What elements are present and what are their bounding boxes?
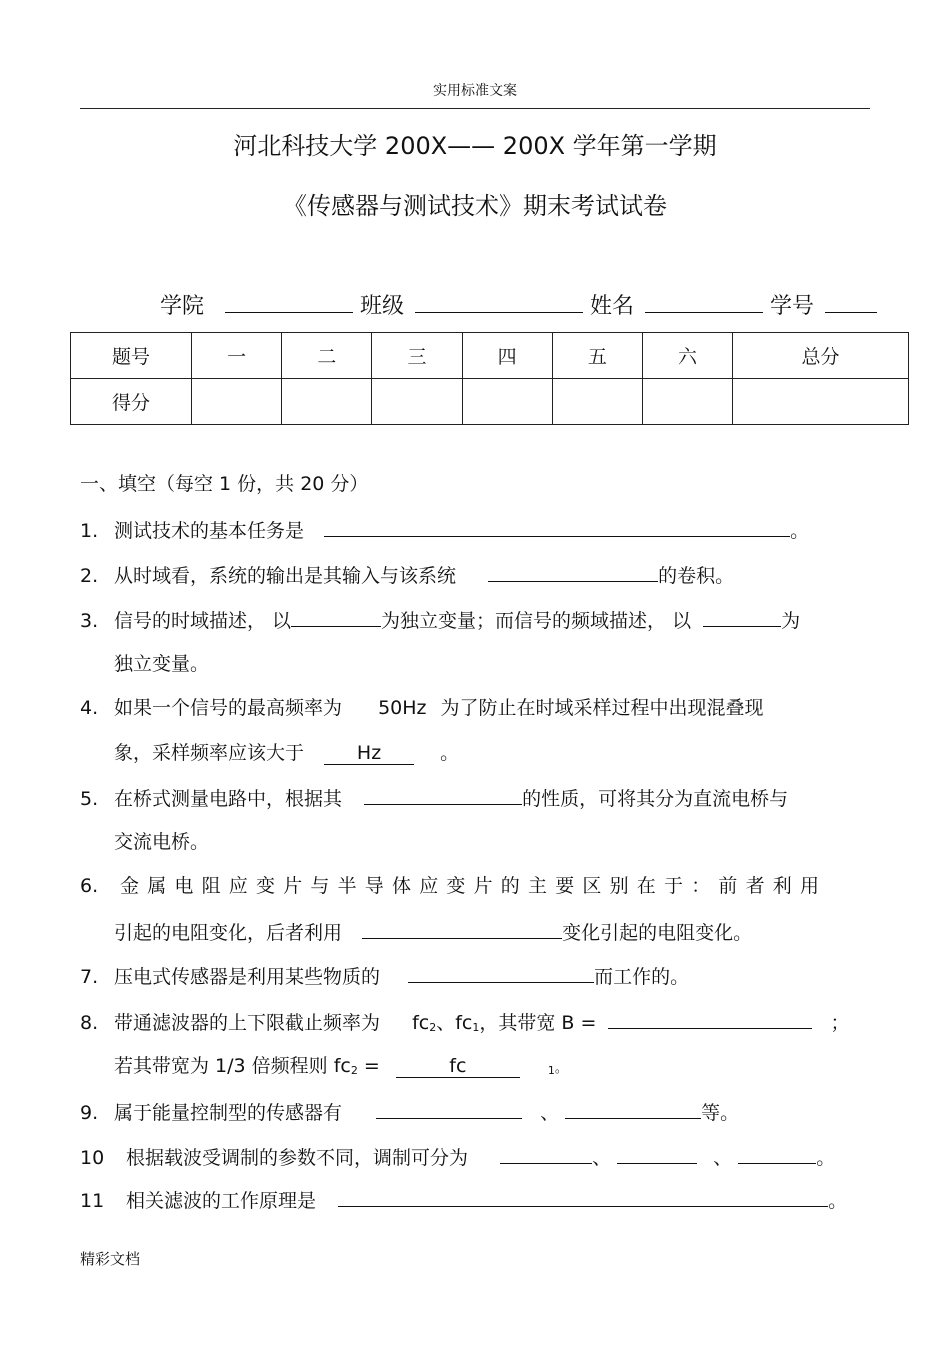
question-6-continued bbox=[114, 916, 752, 945]
question-text: 象，采样频率应该大于 bbox=[114, 742, 305, 764]
question-8-continued bbox=[114, 1051, 568, 1078]
question-text: ，其带宽 B = bbox=[479, 1011, 597, 1034]
question-end: 。 bbox=[816, 1146, 836, 1169]
question-number: 9. bbox=[80, 1101, 99, 1124]
score-table-header-row bbox=[71, 333, 909, 379]
question-text: 若其带宽为 1/3 倍频程则 fc bbox=[114, 1055, 351, 1077]
answer-blank bbox=[565, 1096, 701, 1119]
question-text: 在桥式测量电路中，根据其 bbox=[114, 787, 343, 810]
score-cell bbox=[372, 379, 462, 425]
question-number: 10 bbox=[80, 1146, 105, 1169]
answer-blank bbox=[362, 916, 562, 939]
question-text: 根据载波受调制的参数不同，调制可分为 bbox=[126, 1146, 469, 1169]
question-6 bbox=[80, 871, 827, 898]
question-text: 的性质，可将其分为直流电桥与 bbox=[522, 787, 789, 810]
question-end: 的卷积。 bbox=[658, 564, 735, 587]
question-text: 信号的时域描述， 以 bbox=[114, 609, 292, 632]
question-8 bbox=[80, 1006, 850, 1035]
answer-blank bbox=[738, 1141, 816, 1164]
question-3 bbox=[80, 604, 800, 633]
answer-blank bbox=[376, 1096, 522, 1119]
college-blank bbox=[225, 288, 353, 313]
question-text: 压电式传感器是利用某些物质的 bbox=[114, 965, 381, 988]
score-header-cell: 三 bbox=[372, 333, 462, 379]
exam-title-line1: 河北科技大学 200X—— 200X 学年第一学期 bbox=[233, 132, 717, 160]
question-text: 为了防止在时域采样过程中出现混叠现 bbox=[440, 697, 764, 719]
score-cell bbox=[192, 379, 282, 425]
answer-blank-bandwidth bbox=[608, 1006, 812, 1029]
name-label: 姓名 bbox=[590, 294, 635, 320]
answer-blank bbox=[324, 514, 790, 537]
question-4-continued bbox=[114, 738, 459, 765]
class-blank bbox=[415, 288, 583, 313]
question-end: ； bbox=[830, 1011, 850, 1034]
question-5 bbox=[80, 782, 788, 811]
answer-blank bbox=[338, 1184, 828, 1207]
question-number: 3. bbox=[80, 609, 99, 632]
id-blank bbox=[825, 288, 877, 313]
question-3-continued: 独立变量。 bbox=[114, 653, 210, 675]
question-9 bbox=[80, 1096, 739, 1125]
class-label: 班级 bbox=[360, 294, 405, 320]
page-footer: 精彩文档 bbox=[80, 1250, 141, 1268]
answer-blank bbox=[488, 559, 658, 582]
question-number: 5. bbox=[80, 787, 99, 810]
question-text: 测试技术的基本任务是 bbox=[114, 519, 305, 542]
question-number: 2. bbox=[80, 564, 99, 587]
frequency-value: 50Hz bbox=[378, 697, 427, 719]
section-heading: 一、填空（每空 1 份，共 20 分） bbox=[80, 473, 369, 495]
score-header-cell: 题号 bbox=[71, 333, 192, 379]
question-5-continued: 交流电桥。 bbox=[114, 831, 210, 853]
fc-symbol: fc bbox=[449, 1055, 467, 1077]
answer-blank bbox=[291, 604, 381, 627]
exam-title-line2: 《传感器与测试技术》期末考试试卷 bbox=[283, 192, 667, 220]
score-header-cell: 五 bbox=[552, 333, 642, 379]
score-cell bbox=[552, 379, 642, 425]
name-blank bbox=[645, 288, 763, 313]
answer-blank bbox=[703, 604, 781, 627]
header-rule bbox=[80, 108, 870, 109]
separator: 、 bbox=[713, 1146, 733, 1169]
question-number: 11 bbox=[80, 1189, 105, 1212]
score-cell bbox=[282, 379, 372, 425]
question-2 bbox=[80, 559, 734, 588]
id-label: 学号 bbox=[770, 294, 815, 320]
question-number: 7. bbox=[80, 965, 99, 988]
question-number: 6. bbox=[80, 875, 99, 897]
answer-blank-hz bbox=[324, 742, 414, 765]
score-header-cell: 四 bbox=[462, 333, 552, 379]
question-text: 变化引起的电阻变化。 bbox=[562, 921, 753, 944]
fc-symbol: fc bbox=[412, 1011, 430, 1034]
question-number: 4. bbox=[80, 697, 99, 719]
question-end: 等。 bbox=[701, 1101, 740, 1124]
question-end: 。 bbox=[554, 1061, 568, 1076]
answer-blank-fc bbox=[396, 1055, 520, 1078]
fc-symbol: fc bbox=[455, 1011, 473, 1034]
running-header: 实用标准文案 bbox=[433, 83, 517, 99]
question-10 bbox=[80, 1141, 835, 1170]
answer-blank bbox=[408, 960, 594, 983]
separator: 、 bbox=[436, 1011, 456, 1034]
question-text: 属于能量控制型的传感器有 bbox=[114, 1101, 343, 1124]
score-table-score-row bbox=[71, 379, 909, 425]
question-text: 从时域看，系统的输出是其输入与该系统 bbox=[114, 564, 457, 587]
question-text: 引起的电阻变化，后者利用 bbox=[114, 921, 343, 944]
question-7 bbox=[80, 960, 689, 989]
question-end: 。 bbox=[440, 742, 460, 764]
subscript: 1 bbox=[472, 1020, 480, 1034]
subscript: 1 bbox=[547, 1064, 555, 1077]
college-label: 学院 bbox=[160, 294, 205, 320]
question-11 bbox=[80, 1184, 847, 1213]
separator: 、 bbox=[592, 1146, 612, 1169]
question-text: 带通滤波器的上下限截止频率为 bbox=[114, 1011, 381, 1034]
score-cell bbox=[462, 379, 552, 425]
score-table bbox=[70, 332, 909, 425]
question-text: 如果一个信号的最高频率为 bbox=[114, 697, 343, 719]
question-end: 。 bbox=[828, 1189, 848, 1212]
question-number: 8. bbox=[80, 1011, 99, 1034]
question-text: = bbox=[357, 1055, 380, 1077]
score-row-label: 得分 bbox=[71, 379, 192, 425]
question-1 bbox=[80, 514, 809, 543]
question-number: 1. bbox=[80, 519, 99, 542]
question-text: 为 bbox=[781, 609, 801, 632]
student-info-line bbox=[160, 288, 877, 320]
score-header-cell: 一 bbox=[192, 333, 282, 379]
subscript: 2 bbox=[429, 1020, 437, 1034]
score-cell bbox=[642, 379, 732, 425]
question-4 bbox=[80, 693, 764, 720]
question-end: 。 bbox=[790, 519, 810, 542]
question-text: 而工作的。 bbox=[594, 965, 690, 988]
question-text: 为独立变量；而信号的频域描述， 以 bbox=[381, 609, 692, 632]
question-text: 金属电阻应变片与半导体应变片的主要区别在于：前者利用 bbox=[120, 875, 828, 897]
unit-label: Hz bbox=[356, 742, 382, 764]
score-header-cell: 二 bbox=[282, 333, 372, 379]
score-header-cell: 六 bbox=[642, 333, 732, 379]
score-header-cell: 总分 bbox=[733, 333, 909, 379]
score-cell bbox=[733, 379, 909, 425]
answer-blank bbox=[364, 782, 522, 805]
answer-blank bbox=[500, 1141, 592, 1164]
separator: 、 bbox=[540, 1101, 560, 1124]
subscript: 2 bbox=[350, 1064, 358, 1077]
question-text: 相关滤波的工作原理是 bbox=[126, 1189, 317, 1212]
answer-blank bbox=[617, 1141, 697, 1164]
